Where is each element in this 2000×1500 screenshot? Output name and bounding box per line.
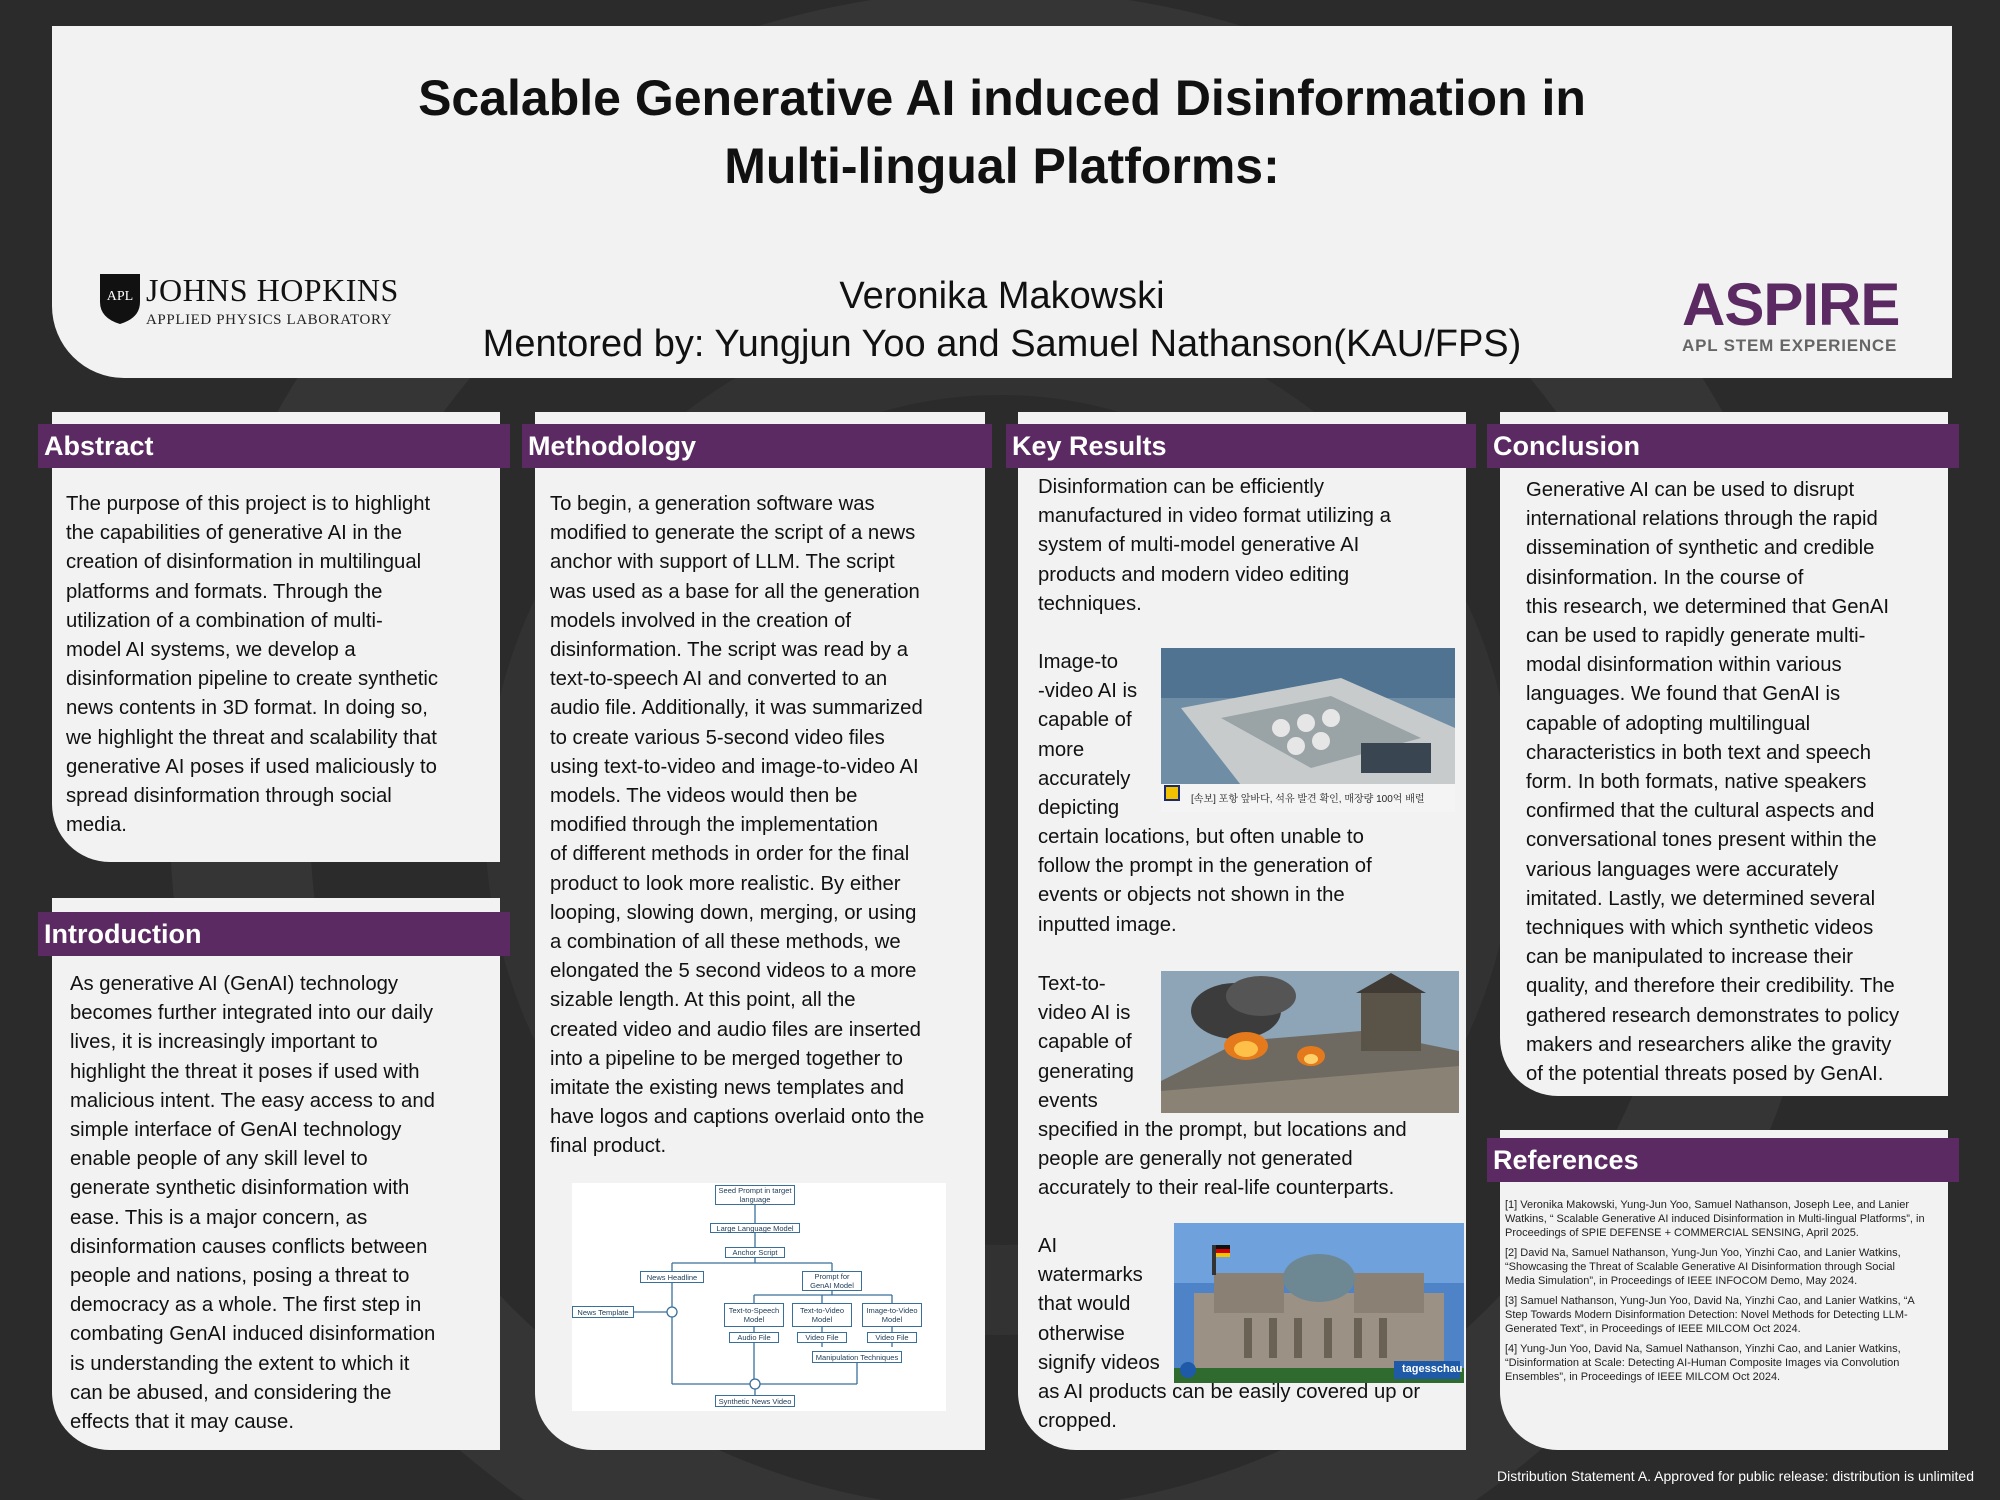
pipeline-diagram — [572, 1183, 946, 1411]
conclusion-line: Generative AI can be used to disrupt — [1526, 479, 1855, 501]
abstract-line: news contents in 3D format. In doing so, — [66, 697, 428, 720]
key-results-line: capable of — [1038, 709, 1132, 732]
conclusion-line: conversational tones present within the — [1526, 829, 1877, 852]
methodology-line: models involved in the creation of — [550, 609, 852, 632]
node-llm: Large Language Model — [710, 1223, 800, 1233]
methodology-line: imitate the existing news templates and — [550, 1077, 904, 1100]
introduction-line: highlight the threat it poses if used with — [70, 1060, 420, 1083]
pipeline-connectors — [572, 1183, 946, 1411]
conclusion-heading: Conclusion — [1487, 424, 1959, 468]
conclusion-line: confirmed that the cultural aspects and — [1526, 800, 1875, 823]
introduction-line: democracy as a whole. The first step in — [70, 1294, 422, 1317]
key-results-line: AI — [1038, 1235, 1058, 1257]
abstract-line: disinformation pipeline to create synthetic — [66, 668, 439, 691]
introduction-line: enable people of any skill level to — [70, 1148, 368, 1171]
methodology-line: modified through the implementation — [550, 814, 879, 837]
key-results-line: cropped. — [1038, 1410, 1117, 1433]
conclusion-line: makers and researchers alike the gravity — [1526, 1033, 1892, 1056]
methodology-line: of different methods in order for the final — [550, 843, 910, 866]
key-results-line: products and modern video editing — [1038, 563, 1350, 586]
apl-shield-icon — [98, 272, 142, 326]
conclusion-line: quality, and therefore their credibility. The — [1526, 975, 1895, 998]
conclusion-line: can be manipulated to increase their — [1526, 946, 1853, 969]
key-results-line: more — [1038, 738, 1085, 761]
conclusion-line: disinformation. In the course of — [1526, 566, 1804, 589]
abstract-line: utilization of a combination of multi- — [66, 609, 383, 632]
abstract-line: creation of disinformation in multilingual — [66, 551, 422, 574]
jhu-apl-logo: APL JOHNS HOPKINS APPLIED PHYSICS LABORATORY — [98, 272, 398, 352]
conclusion-line: dissemination of synthetic and credible — [1526, 537, 1875, 560]
distribution-statement: Distribution Statement A. Approved for public release: distribution is unlimited — [1496, 1468, 1974, 1484]
t2v-side-text — [1038, 970, 1158, 1116]
svg-text:APL: APL — [106, 289, 134, 304]
node-video-file-2: Video File — [867, 1332, 917, 1343]
introduction-line: combating GenAI induced disinformation — [70, 1323, 436, 1346]
introduction-line: As generative AI (GenAI) technology — [70, 973, 399, 995]
introduction-line: becomes further integrated into our daily — [70, 1002, 434, 1025]
introduction-line: lives, it is increasingly important to — [70, 1031, 378, 1054]
key-results-line: video AI is — [1038, 1002, 1131, 1025]
methodology-line: have logos and captions overlaid onto the — [550, 1106, 925, 1129]
methodology-line: sizable length. At this point, all the — [550, 989, 856, 1012]
references-list — [1505, 1198, 1925, 1390]
key-results-heading: Key Results — [1006, 424, 1476, 468]
node-genai-prompt: Prompt for GenAI Model — [802, 1271, 862, 1291]
methodology-line: using text-to-video and image-to-video AI — [550, 755, 919, 778]
methodology-line: product to look more realistic. By either — [550, 872, 901, 895]
key-results-line: capable of — [1038, 1031, 1132, 1054]
mentors-line: Mentored by: Yungjun Yoo and Samuel Nathanson(KAU/FPS) — [482, 323, 1522, 365]
methodology-line: modified to generate the script of a news — [550, 522, 916, 545]
methodology-line: audio file. Additionally, it was summarized — [550, 697, 923, 720]
key-results-line: accurately to their real-life counterparts. — [1038, 1177, 1395, 1200]
methodology-line: into a pipeline to be merged together to — [550, 1047, 903, 1070]
author-name: Veronika Makowski — [839, 275, 1165, 317]
node-news-template: News Template — [572, 1306, 634, 1318]
key-results-line: signify videos — [1038, 1351, 1160, 1374]
abstract-line: we highlight the threat and scalability that — [66, 726, 437, 749]
key-results-line: generating — [1038, 1060, 1134, 1083]
abstract-line: the capabilities of generative AI in the — [66, 522, 402, 545]
methodology-line: created video and audio files are inserted — [550, 1018, 921, 1041]
conclusion-line: modal disinformation within various — [1526, 654, 1842, 677]
node-manipulation: Manipulation Techniques — [812, 1351, 902, 1363]
introduction-text — [70, 970, 500, 1437]
node-seed-prompt: Seed Prompt in target language — [715, 1185, 795, 1205]
methodology-line: was used as a base for all the generation — [550, 580, 920, 603]
abstract-line: generative AI poses if used maliciously to — [66, 755, 437, 778]
abstract-line: spread disinformation through social — [66, 785, 392, 808]
methodology-line: disinformation. The script was read by a — [550, 639, 909, 662]
conclusion-line: gathered research demonstrates to policy — [1526, 1004, 1900, 1027]
node-t2v: Text-to-Video Model — [792, 1303, 852, 1327]
node-news-headline: News Headline — [640, 1271, 704, 1283]
conclusion-line: characteristics in both text and speech — [1526, 741, 1871, 764]
key-results-line: that would — [1038, 1293, 1131, 1316]
key-results-line: system of multi-model generative AI — [1038, 534, 1360, 557]
key-results-line: otherwise — [1038, 1322, 1125, 1345]
reference-item: [1] Veronika Makowski, Yung-Jun Yoo, Samuel Nathanson, Joseph Lee, and Lanier Watkins, “ Scalable Generative AI induced Disinformation in Multi-lingual Platforms”, in Proceedings of SPIE DEFENSE + COMMERCIAL SENSING, April 2025. — [1505, 1199, 1925, 1239]
conclusion-line: capable of adopting multilingual — [1526, 712, 1811, 735]
conclusion-line: international relations through the rapid — [1526, 508, 1878, 531]
key-results-line: specified in the prompt, but locations and — [1038, 1119, 1407, 1141]
introduction-line: effects that it may cause. — [70, 1411, 294, 1434]
conclusion-line: form. In both formats, native speakers — [1526, 771, 1867, 794]
key-results-line: certain locations, but often unable to — [1038, 826, 1364, 848]
node-audio-file: Audio File — [729, 1332, 779, 1343]
node-tts: Text-to-Speech Model — [724, 1303, 784, 1327]
conclusion-line: of the potential threats posed by GenAI. — [1526, 1063, 1884, 1086]
key-results-line: people are generally not generated — [1038, 1148, 1353, 1171]
key-results-line: techniques. — [1038, 592, 1142, 615]
methodology-line: looping, slowing down, merging, or using — [550, 901, 917, 924]
key-results-line: watermarks — [1038, 1264, 1143, 1287]
introduction-line: can be abused, and considering the — [70, 1381, 392, 1404]
introduction-line: people and nations, posing a threat to — [70, 1265, 410, 1288]
poster-header — [52, 26, 1952, 378]
i2v-rest-text — [1038, 823, 1468, 940]
abstract-line: The purpose of this project is to highlight — [66, 493, 431, 515]
conclusion-line: various languages were accurately — [1526, 858, 1839, 881]
key-results-line: depicting — [1038, 797, 1120, 820]
watermark-logo: tagesschau — [1402, 1363, 1463, 1375]
node-i2v: Image-to-Video Model — [862, 1303, 922, 1327]
methodology-line: a combination of all these methods, we — [550, 931, 901, 954]
i2v-caption: [속보] 포항 앞바다, 석유 발견 확인, 매장량 100억 배럴 — [1191, 794, 1425, 805]
key-results-line: follow the prompt in the generation of — [1038, 855, 1372, 878]
introduction-line: simple interface of GenAI technology — [70, 1119, 402, 1142]
reference-item: [4] Yung-Jun Yoo, David Na, Samuel Nathanson, Yinzhi Cao, and Lanier Watkins, “Disinformation at Scale: Detecting AI-Human Composite Images via Convolution Ensembles”, in Proceedings of IEEE MILCOM Oct 2024. — [1505, 1343, 1901, 1383]
methodology-text — [550, 490, 980, 1162]
key-results-line: Text-to- — [1038, 973, 1106, 995]
watermark-rest-text — [1038, 1378, 1468, 1436]
introduction-line: disinformation causes conflicts between — [70, 1235, 428, 1258]
abstract-line: model AI systems, we develop a — [66, 639, 356, 662]
abstract-text — [66, 490, 496, 840]
t2v-example-image — [1161, 971, 1459, 1113]
node-output: Synthetic News Video — [715, 1395, 795, 1407]
i2v-side-text — [1038, 648, 1158, 823]
node-anchor-script: Anchor Script — [725, 1247, 785, 1258]
conclusion-line: imitated. Lastly, we determined several — [1526, 887, 1876, 910]
node-video-file-1: Video File — [797, 1332, 847, 1343]
methodology-line: elongated the 5 second videos to a more — [550, 960, 917, 983]
aspire-logo: ASPIRE APL STEM EXPERIENCE — [1682, 271, 1900, 355]
key-results-line: Disinformation can be efficiently — [1038, 476, 1324, 498]
key-results-line: events or objects not shown in the — [1038, 884, 1345, 907]
introduction-heading: Introduction — [38, 912, 510, 956]
key-results-intro — [1038, 473, 1468, 619]
methodology-line: final product. — [550, 1135, 667, 1158]
conclusion-line: techniques with which synthetic videos — [1526, 917, 1874, 940]
conclusion-line: can be used to rapidly generate multi- — [1526, 625, 1866, 648]
t2v-rest-text — [1038, 1116, 1468, 1204]
methodology-line: text-to-speech AI and converted to an — [550, 668, 888, 691]
methodology-line: to create various 5-second video files — [550, 726, 885, 749]
key-results-line: accurately — [1038, 767, 1131, 790]
key-results-line: manufactured in video format utilizing a — [1038, 505, 1391, 528]
watermark-example-image — [1174, 1223, 1464, 1383]
introduction-line: ease. This is a major concern, as — [70, 1206, 368, 1229]
methodology-heading: Methodology — [522, 424, 992, 468]
watermark-side-text — [1038, 1232, 1168, 1378]
references-heading: References — [1487, 1138, 1959, 1182]
poster-title: Scalable Generative AI induced Disinformation in Multi-lingual Platforms: — [418, 70, 1586, 194]
abstract-line: media. — [66, 814, 127, 837]
abstract-heading: Abstract — [38, 424, 510, 468]
introduction-line: generate synthetic disinformation with — [70, 1177, 410, 1200]
key-results-line: inputted image. — [1038, 913, 1177, 936]
key-results-line: events — [1038, 1089, 1098, 1112]
i2v-example-image — [1161, 648, 1455, 812]
conclusion-line: languages. We found that GenAI is — [1526, 683, 1841, 706]
abstract-line: platforms and formats. Through the — [66, 580, 383, 603]
reference-item: [2] David Na, Samuel Nathanson, Yung-Jun Yoo, Yinzhi Cao, and Lanier Watkins, “Showcasing the Threat of Scalable Generative AI Disinformation through Social Media Simulation”, in Proceedings of IEEE INFOCOM Demo, May 2024. — [1505, 1247, 1901, 1287]
methodology-line: To begin, a generation software was — [550, 493, 875, 515]
key-results-line: Image-to — [1038, 651, 1119, 673]
key-results-line: -video AI is — [1038, 680, 1138, 703]
conclusion-line: this research, we determined that GenAI — [1526, 595, 1889, 618]
conclusion-text — [1526, 476, 1956, 1089]
key-results-line: as AI products can be easily covered up or — [1038, 1381, 1421, 1403]
reference-item: [3] Samuel Nathanson, Yung-Jun Yoo, David Na, Yinzhi Cao, and Lanier Watkins, “A Step Towards Modern Disinformation Detection: Novel Methods for Detecting LLM-Generated Text”, in Proceedings of IEEE MILCOM Oct 2024. — [1505, 1295, 1915, 1335]
methodology-line: models. The videos would then be — [550, 785, 858, 808]
methodology-line: anchor with support of LLM. The script — [550, 551, 895, 574]
introduction-line: malicious intent. The easy access to and — [70, 1089, 435, 1112]
introduction-line: is understanding the extent to which it — [70, 1352, 410, 1375]
